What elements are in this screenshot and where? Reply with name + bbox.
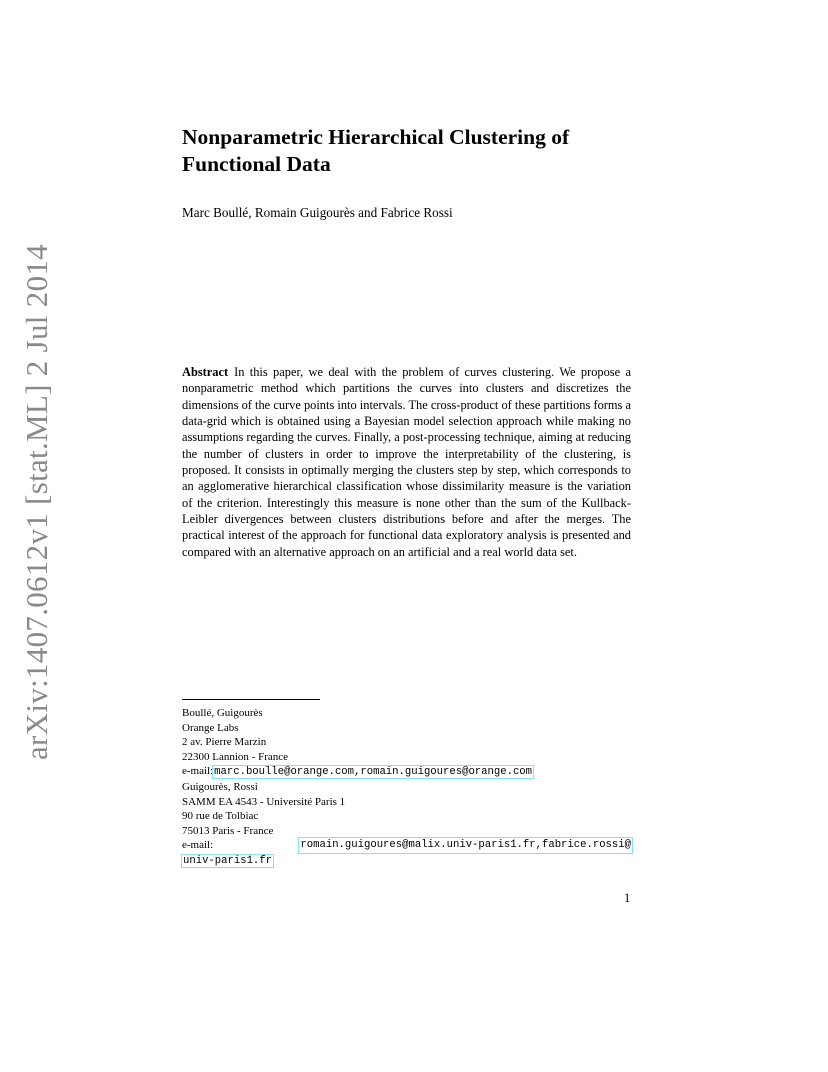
affiliation-2-email-label: e-mail: [182, 839, 214, 852]
affiliation-1-email-link[interactable]: marc.boulle@orange.com,romain.guigoures@orange.com [214, 766, 533, 779]
affiliation-block-2 [182, 780, 642, 869]
footnote-rule [182, 699, 320, 700]
affiliation-2-city: 75013 Paris - France [182, 824, 274, 837]
affiliation-2-org: SAMM EA 4543 - Université Paris 1 [182, 795, 346, 808]
affiliation-1-street: 2 av. Pierre Marzin [182, 736, 267, 749]
arxiv-identifier-stamp: arXiv:1407.0612v1 [stat.ML] 2 Jul 2014 [19, 244, 54, 760]
affiliation-1-email-label: e-mail: [182, 765, 214, 778]
affiliation-2-names: Guigourès, Rossi [182, 781, 258, 793]
affiliation-2-email-link-part-2[interactable]: univ-paris1.fr [183, 854, 273, 867]
affiliation-1-email-row [182, 764, 642, 780]
affiliation-1-names: Boullé, Guigourès [182, 707, 263, 719]
affiliation-1-org: Orange Labs [182, 721, 239, 734]
abstract-text: In this paper, we deal with the problem of curves clustering. We propose a nonparametric method which partitions the curves into clusters and discretizes the dimensions of the curve points into intervals. The cross-product of these partitions forms a data-grid which is obtained using a Bayesian model selection approach while making no assumptions regarding the curves. Finally, a post-processing technique, aiming at reducing the number of clusters in order to improve the interpretability of the clustering, is proposed. It consists in optimally merging the clusters step by step, which corresponds to an agglomerative hierarchical classification whose dissimilarity measure is the variation of the criterion. Interestingly this measure is none other than the sum of the Kullback-Leibler divergences between clusters distributions before and after the merges. The practical interest of the approach for functional data exploratory analysis is presented and compared with an alternative approach on an artificial and a real world data set. [182, 365, 631, 559]
affiliation-2-street: 90 rue de Tolbiac [182, 810, 259, 823]
abstract-section [182, 364, 631, 560]
abstract-label: Abstract [182, 365, 229, 379]
affiliation-2-email-link-part-1[interactable]: romain.guigoures@malix.univ-paris1.fr,fabrice.rossi@ [300, 839, 631, 852]
author-list: Marc Boullé, Romain Guigourès and Fabrice Rossi [182, 205, 453, 220]
page-number: 1 [624, 891, 631, 905]
affiliation-block-1 [182, 706, 642, 780]
affiliation-2-email-row-continued [182, 853, 642, 869]
title-line-1: Nonparametric Hierarchical Clustering of [182, 125, 570, 149]
affiliation-1-city: 22300 Lannion - France [182, 750, 288, 763]
title-line-2: Functional Data [182, 152, 331, 176]
paper-title [182, 124, 642, 178]
affiliation-2-email-row [182, 838, 632, 853]
